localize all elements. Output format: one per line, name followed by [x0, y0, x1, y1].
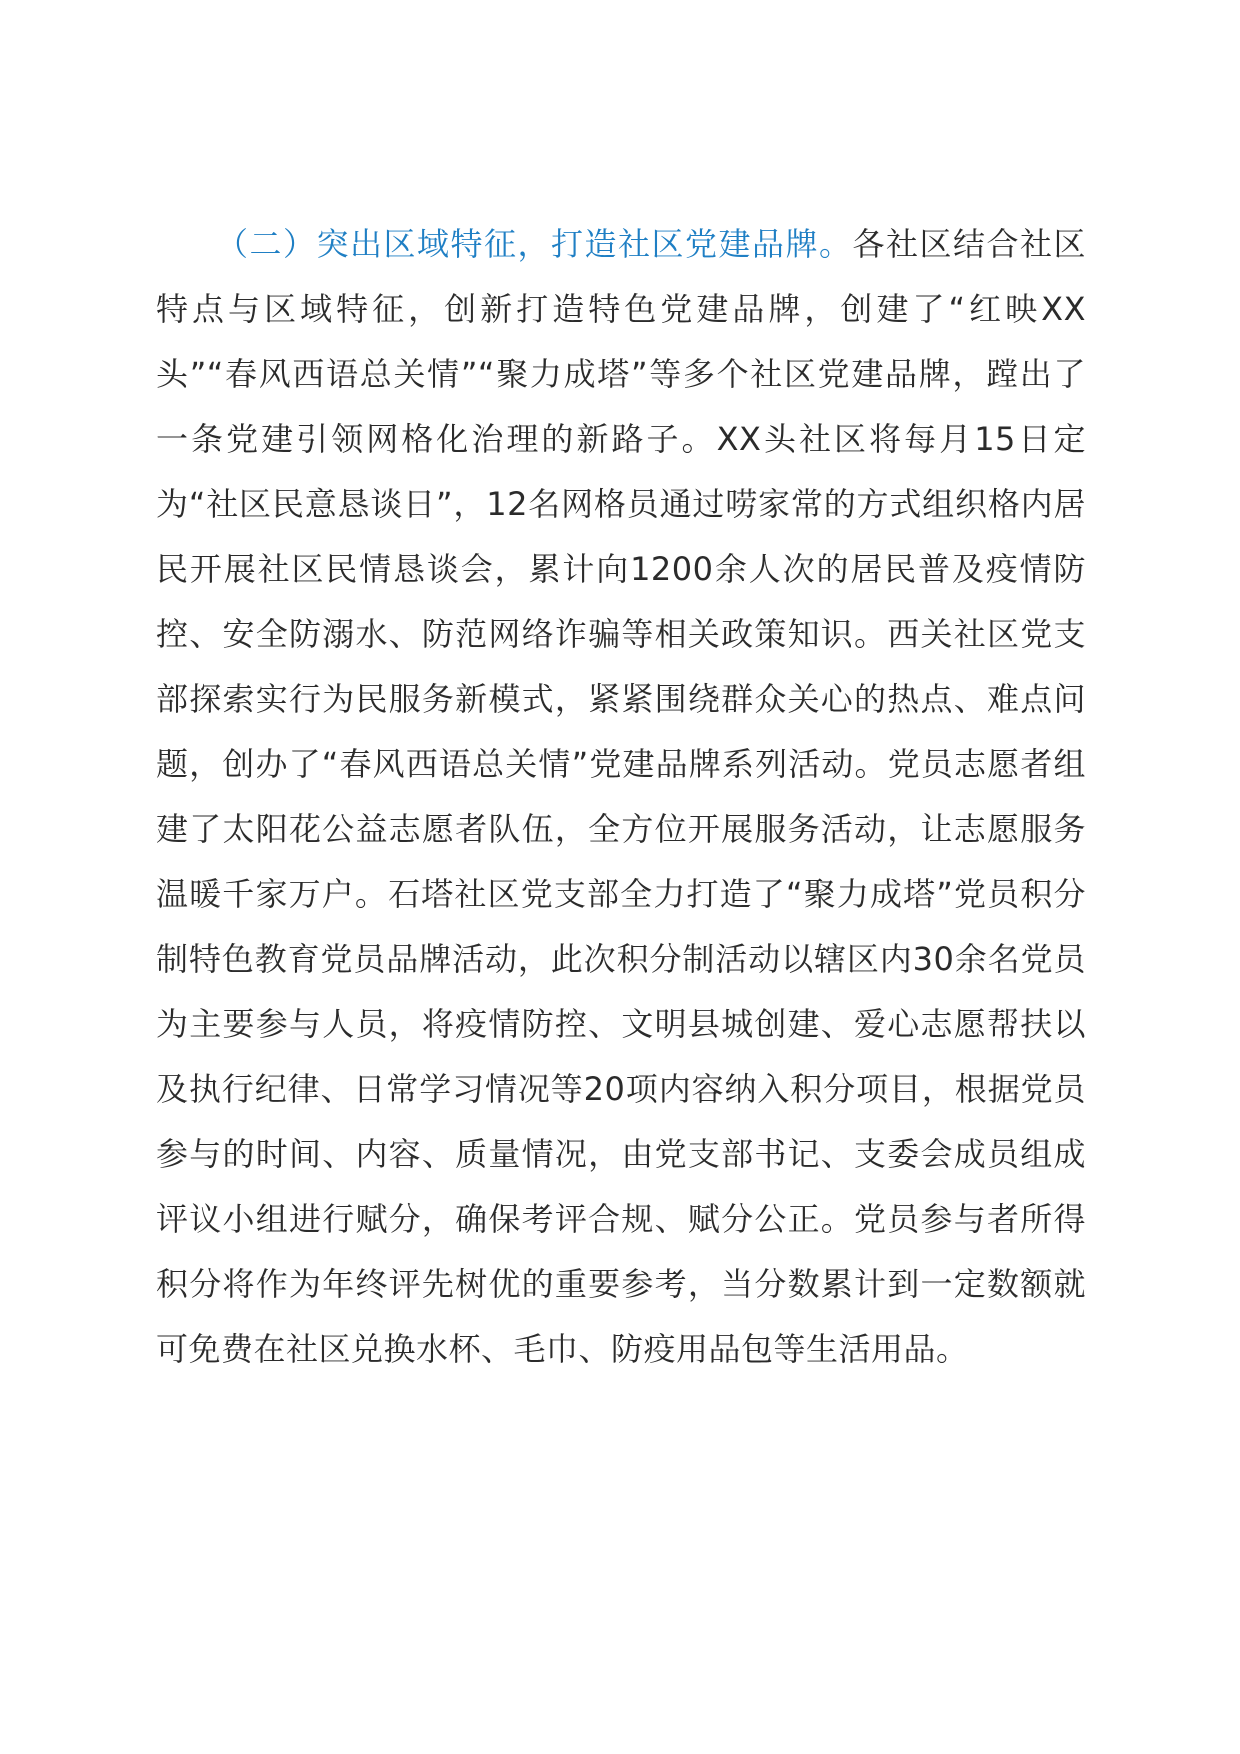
document-content: [156, 212, 1086, 1382]
body-paragraph: [156, 212, 1086, 1382]
section-heading: （二）突出区域特征，打造社区党建品牌。: [216, 225, 853, 263]
paragraph-text: 各社区结合社区特点与区域特征，创新打造特色党建品牌，创建了“红映XX头”“春风西语总关情”“聚力成塔”等多个社区党建品牌，蹚出了一条党建引领网格化治理的新路子。XX头社区将每月15日定为“社区民意恳谈日”，12名网格员通过唠家常的方式组织格内居民开展社区民情恳谈会，累计向1200余人次的居民普及疫情防控、安全防溺水、防范网络诈骗等相关政策知识。西关社区党支部探索实行为民服务新模式，紧紧围绕群众关心的热点、难点问题，创办了“春风西语总关情”党建品牌系列活动。党员志愿者组建了太阳花公益志愿者队伍，全方位开展服务活动，让志愿服务温暖千家万户。石塔社区党支部全力打造了“聚力成塔”党员积分制特色教育党员品牌活动，此次积分制活动以辖区内30余名党员为主要参与人员，将疫情防控、文明县城创建、爱心志愿帮扶以及执行纪律、日常学习情况等20项内容纳入积分项目，根据党员参与的时间、内容、质量情况，由党支部书记、支委会成员组成评议小组进行赋分，确保考评合规、赋分公正。党员参与者所得积分将作为年终评先树优的重要参考，当分数累计到一定数额就可免费在社区兑换水杯、毛巾、防疫用品包等生活用品。: [156, 225, 1086, 1368]
